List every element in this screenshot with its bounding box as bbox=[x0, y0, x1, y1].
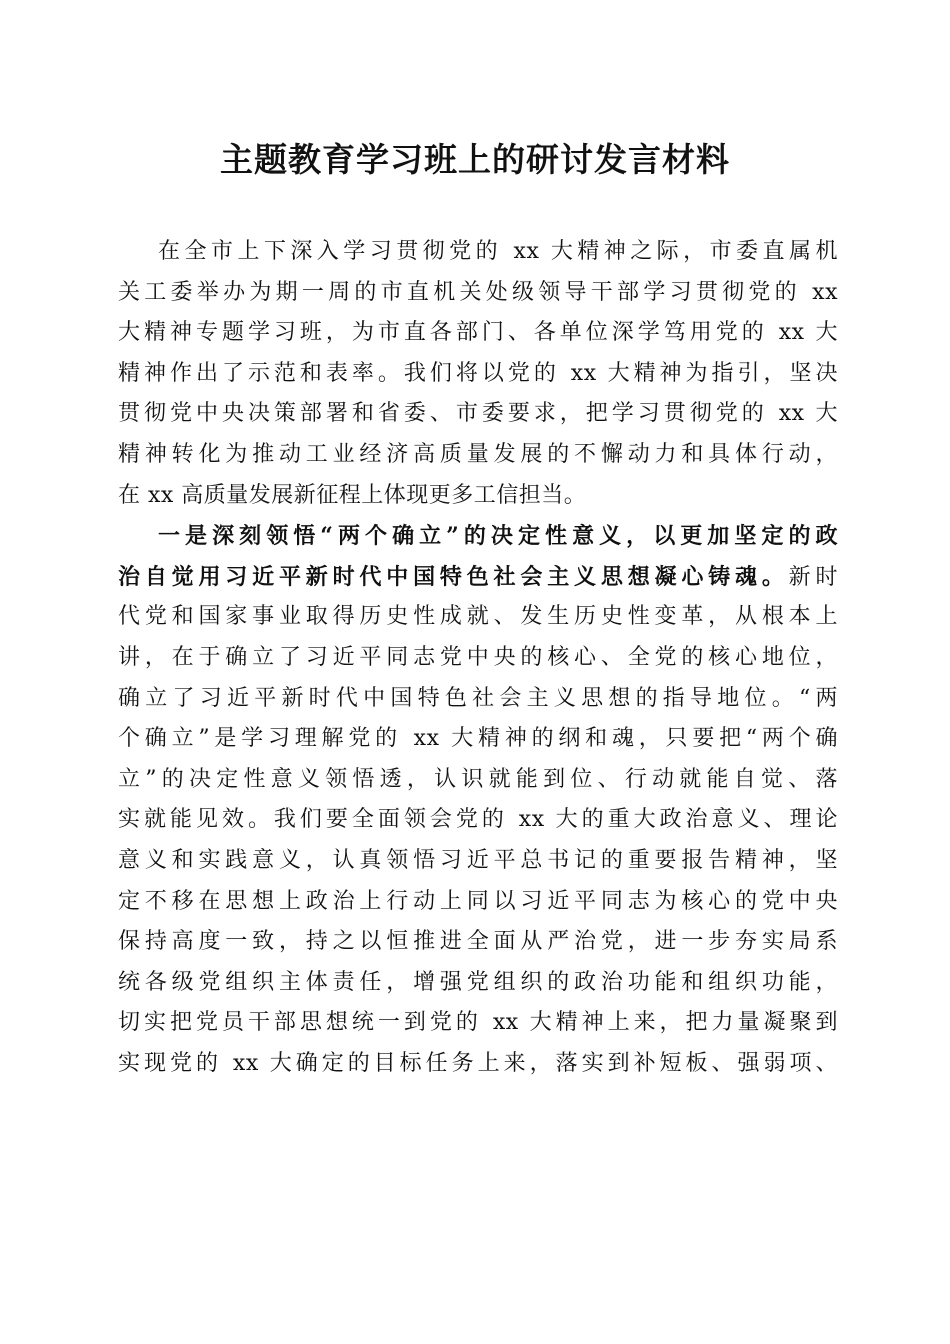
document-title: 主题教育学习班上的研讨发言材料 bbox=[220, 140, 730, 179]
paragraph-2-line: 意义和实践意义，认真领悟习近平总书记的重要报告精神，坚 bbox=[118, 847, 838, 873]
paragraph-2-line: 立”的决定性意义领悟透，认识就能到位、行动就能自觉、落 bbox=[118, 766, 838, 792]
paragraph-1-line: 关工委举办为期一周的市直机关处级领导干部学习贯彻党的 xx bbox=[118, 279, 838, 305]
paragraph-1-line: 在全市上下深入学习贯彻党的 xx 大精神之际，市委直属机 bbox=[158, 239, 838, 264]
paragraph-1-line: 在 xx 高质量发展新征程上体现更多工信担当。 bbox=[118, 482, 587, 508]
paragraph-1-line: 精神作出了示范和表率。我们将以党的 xx 大精神为指引，坚决 bbox=[118, 360, 838, 386]
paragraph-2-line: 代党和国家事业取得历史性成就、发生历史性变革，从根本上 bbox=[118, 604, 838, 630]
paragraph-2-heading-end: 治自觉用习近平新时代中国特色社会主义思想凝心铸魂。 bbox=[118, 563, 789, 590]
paragraph-2-line: 实现党的 xx 大确定的目标任务上来，落实到补短板、强弱项、 bbox=[118, 1050, 838, 1076]
paragraph-2-line: 确立了习近平新时代中国特色社会主义思想的指导地位。“两 bbox=[118, 685, 838, 711]
paragraph-1-line: 贯彻党中央决策部署和省委、市委要求，把学习贯彻党的 xx 大 bbox=[118, 401, 838, 427]
paragraph-2-line: 实就能见效。我们要全面领会党的 xx 大的重大政治意义、理论 bbox=[118, 807, 838, 833]
paragraph-1-line: 精神转化为推动工业经济高质量发展的不懈动力和具体行动， bbox=[118, 441, 838, 467]
paragraph-2-line: 保持高度一致，持之以恒推进全面从严治党，进一步夯实局系 bbox=[118, 929, 838, 955]
paragraph-1-line: 大精神专题学习班，为市直各部门、各单位深学笃用党的 xx 大 bbox=[118, 320, 838, 346]
paragraph-2-line: 统各级党组织主体责任，增强党组织的政治功能和组织功能， bbox=[118, 969, 838, 995]
paragraph-2-line: 讲，在于确立了习近平同志党中央的核心、全党的核心地位， bbox=[118, 644, 838, 670]
paragraph-2-heading-line: 一是深刻领悟“两个确立”的决定性意义，以更加坚定的政 bbox=[158, 523, 838, 550]
paragraph-2-mixed-line bbox=[118, 557, 838, 598]
document-body bbox=[118, 232, 838, 1084]
paragraph-2-line: 定不移在思想上政治上行动上同以习近平同志为核心的党中央 bbox=[118, 888, 838, 914]
paragraph-2-line: 个确立”是学习理解党的 xx 大精神的纲和魂，只要把“两个确 bbox=[118, 726, 838, 752]
paragraph-2-line: 切实把党员干部思想统一到党的 xx 大精神上来，把力量凝聚到 bbox=[118, 1010, 838, 1036]
paragraph-2-text-start: 新时 bbox=[788, 564, 838, 590]
